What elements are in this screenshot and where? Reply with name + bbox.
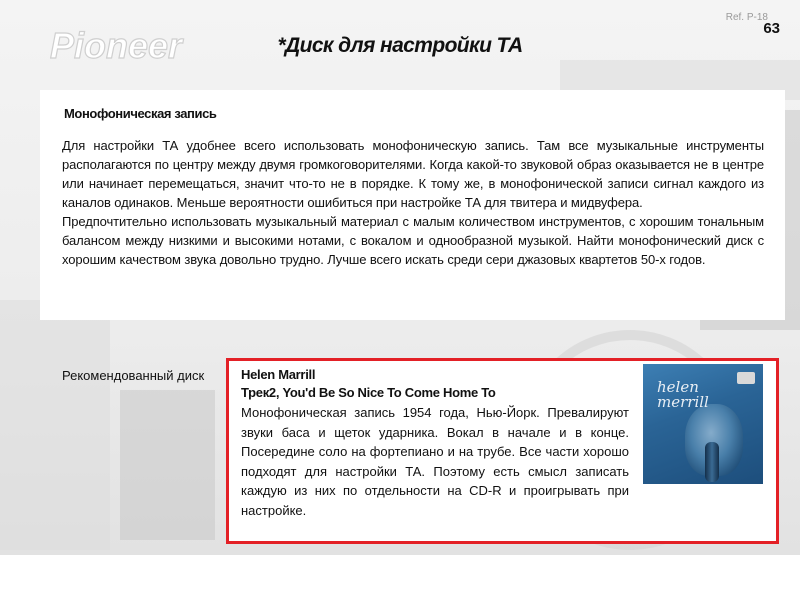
reference-label: Ref. P-18	[725, 12, 768, 23]
cover-title-line: merrill	[657, 393, 709, 411]
cover-title	[657, 380, 709, 410]
microphone-icon	[705, 442, 719, 482]
recommended-disc-label: Рекомендованный диск	[62, 368, 205, 383]
background-shape	[120, 390, 215, 540]
artist-name: Helen Marrill	[241, 367, 316, 382]
disc-description: Монофоническая запись 1954 года, Нью-Йорк. Превалируют звуки баса и щеток ударника. Вокал в начале и в конце. Посередине соло на фортепиано и на трубе. Все части хорошо подходят для настройки ТА. Поэтому есть смысл записать каждую из них по отдельности на CD-R и проигрывать при настройке.	[241, 405, 629, 518]
label-badge-icon	[737, 372, 755, 384]
background-shape	[0, 300, 110, 550]
cover-title-line: helen	[657, 378, 699, 396]
page-number: 63	[763, 20, 780, 37]
page-title: *Диск для настройки ТА	[277, 34, 523, 57]
section-body	[62, 136, 764, 269]
svg-text:Pioneer: Pioneer	[50, 26, 183, 66]
paragraph: Для настройки ТА удобнее всего использовать монофоническую запись. Там все музыкальные инструменты располагаются по центру между двумя громкоговорителями. Когда какой-то звуковой образ оказывается не в центре или начинает перемещаться, значит что-то не в порядке. К тому же, в монофонической записи сигнал каждого из каналов одинаков. Меньше вероятности ошибиться при настройке ТА для твитера и мидвуфера.	[62, 138, 764, 210]
track-title: Трек2, You'd Be So Nice To Come Home To	[241, 385, 496, 400]
paragraph: Предпочтительно использовать музыкальный материал с малым количеством инструментов, с хорошим тональным балансом между низкими и высокими нотами, с вокалом и однообразной музыкой. Найти монофонический диск с хорошим качеством звука довольно трудно. Лучше всего искать среди сери джазовых квартетов 50-х годов.	[62, 214, 764, 267]
section-heading: Монофоническая запись	[64, 106, 217, 121]
album-cover-image	[643, 364, 763, 484]
